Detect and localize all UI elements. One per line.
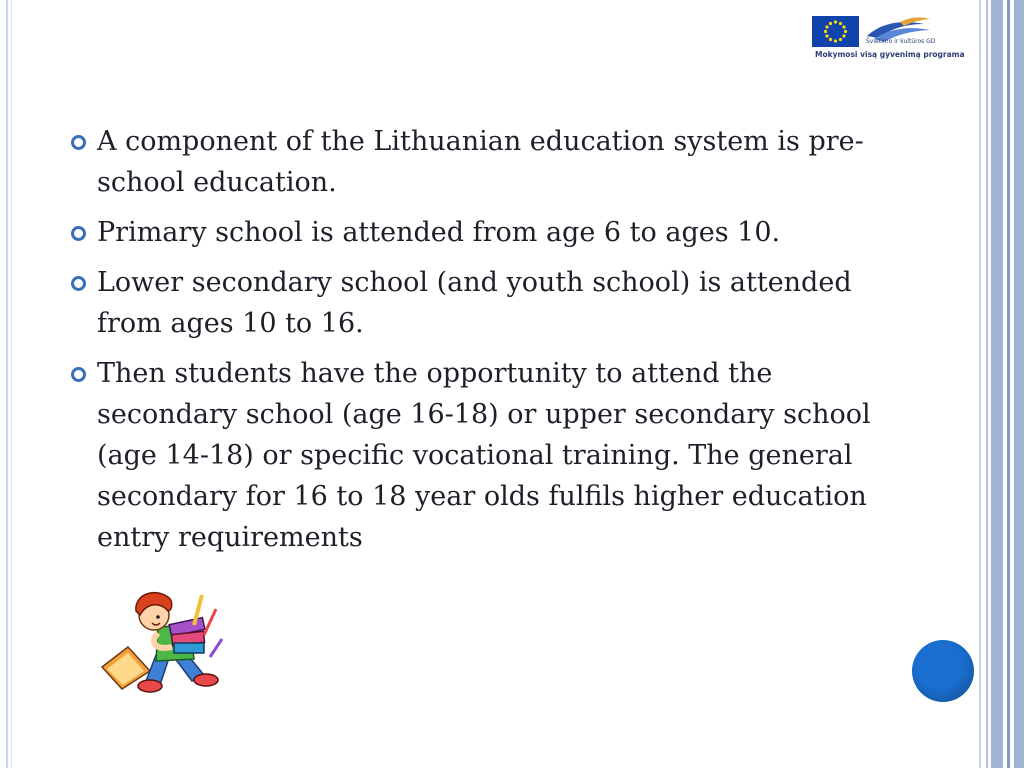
bullet-text: Primary school is attended from age 6 to ages 10. xyxy=(97,217,781,248)
logo-caption-dg: Švietimo ir kultūros GD xyxy=(866,38,936,45)
student-with-books-clipart-icon xyxy=(98,585,240,697)
bullet-text: Then students have the opportunity to attend the secondary school (age 16-18) or upper secondary school (age 14-18) or specific vocational training. The general secondary for 16 to 18 year olds fulfils higher education entry requirements xyxy=(97,358,871,553)
blue-circle-decoration xyxy=(912,640,974,702)
right-decorative-band xyxy=(979,0,1024,768)
ring-bullet-icon xyxy=(71,226,86,241)
bullet-text: Lower secondary school (and youth school) is attended from ages 10 to 16. xyxy=(97,267,852,339)
bullet-text: A component of the Lithuanian education system is pre-school education. xyxy=(97,126,864,198)
ring-bullet-icon xyxy=(71,276,86,291)
bullet-item xyxy=(70,212,900,253)
left-border-line-inner xyxy=(11,0,12,768)
left-border-line xyxy=(6,0,8,768)
logo-caption-programme: Mokymosi visą gyvenimą programa xyxy=(815,50,965,59)
bullet-list xyxy=(70,121,900,567)
bullet-item xyxy=(70,262,900,344)
ring-bullet-icon xyxy=(71,367,86,382)
bullet-item xyxy=(70,353,900,558)
bullet-item xyxy=(70,121,900,203)
ring-bullet-icon xyxy=(71,135,86,150)
